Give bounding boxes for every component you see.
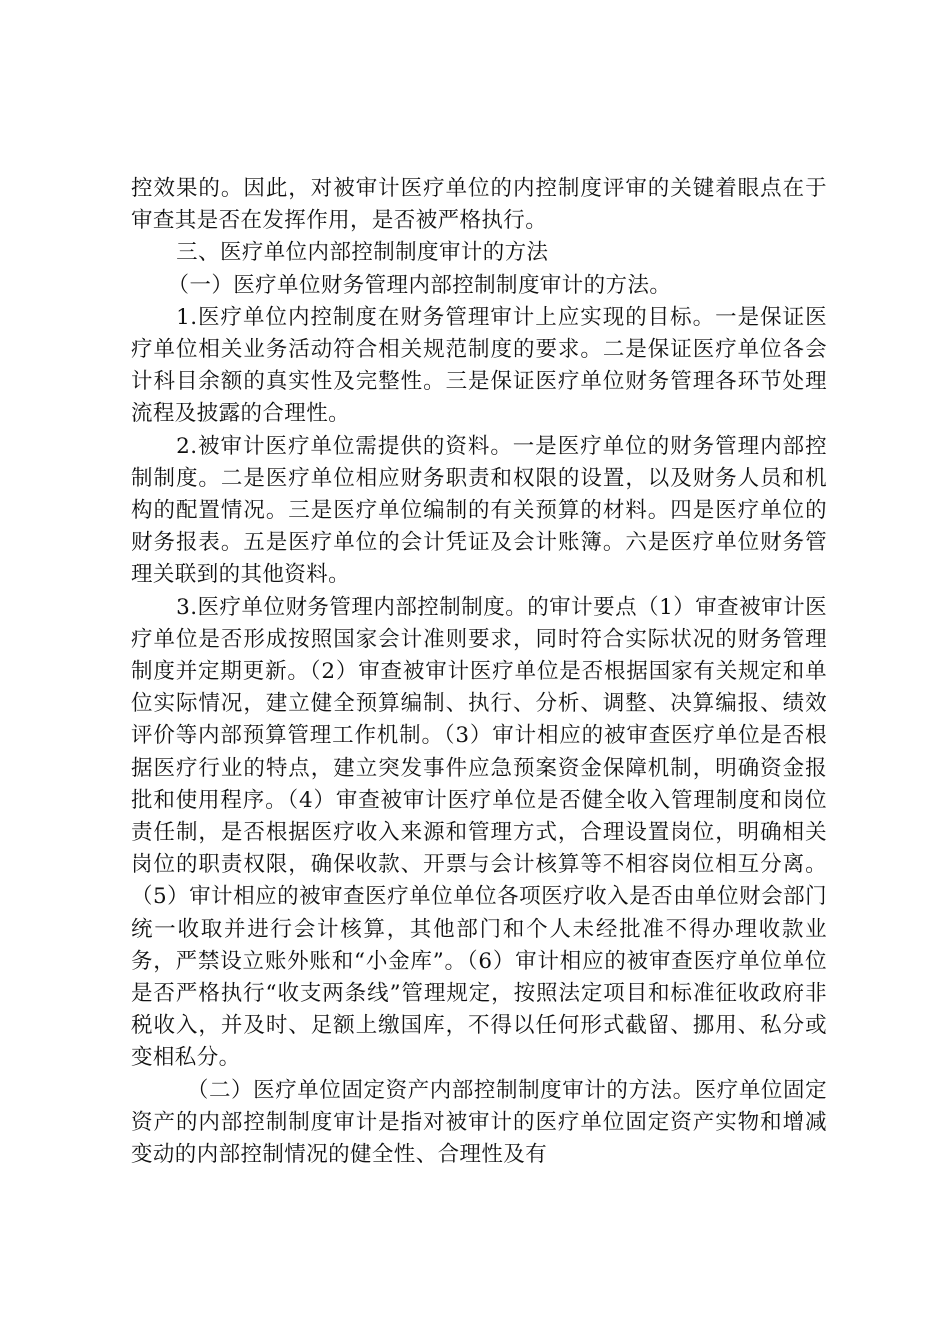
- paragraph-continuation: 控效果的。因此，对被审计医疗单位的内控制度评审的关键着眼点在于审查其是否在发挥作用，是否被严格执行。: [131, 176, 827, 234]
- section-heading-3: 三、医疗单位内部控制制度审计的方法: [176, 240, 549, 266]
- paragraph-fixed-assets: （二）医疗单位固定资产内部控制制度审计的方法。医疗单位固定资产的内部控制制度审计是指对被审计的医疗单位固定资产实物和增减变动的内部控制情况的健全性、合理性及有: [131, 1077, 827, 1168]
- paragraph-audit-points: 3.医疗单位财务管理内部控制制度。的审计要点（1）审查被审计医疗单位是否形成按照国家会计准则要求，同时符合实际状况的财务管理制度并定期更新。（2）审查被审计医疗单位是否根据国家有关规定和单位实际情况，建立健全预算编制、执行、分析、调整、决算编报、绩效评价等内部预算管理工作机制。（3）审计相应的被审查医疗单位是否根据医疗行业的特点，建立突发事件应急预案资金保障机制，明确资金报批和使用程序。（4）审查被审计医疗单位是否健全收入管理制度和岗位责任制，是否根据医疗收入来源和管理方式，合理设置岗位，明确相关岗位的职责权限，确保收款、开票与会计核算等不相容岗位相互分离。（5）审计相应的被审查医疗单位单位各项医疗收入是否由单位财会部门统一收取并进行会计核算，其他部门和个人未经批准不得办理收款业务，严禁设立账外账和“小金库”。（6）审计相应的被审查医疗单位单位是否严格执行“收支两条线”管理规定，按照法定项目和标准征收政府非税收入，并及时、足额上缴国库，不得以任何形式截留、挪用、私分或变相私分。: [131, 594, 827, 1071]
- paragraph-goals: 1.医疗单位内控制度在财务管理审计上应实现的目标。一是保证医疗单位相关业务活动符合相关规范制度的要求。二是保证医疗单位各会计科目余额的真实性及完整性。三是保证医疗单位财务管理各环节处理流程及披露的合理性。: [131, 304, 827, 427]
- paragraph-materials: 2.被审计医疗单位需提供的资料。一是医疗单位的财务管理内部控制制度。二是医疗单位相应财务职责和权限的设置，以及财务人员和机构的配置情况。三是医疗单位编制的有关预算的材料。四是医疗单位的财务报表。五是医疗单位的会计凭证及会计账簿。六是医疗单位财务管理关联到的其他资料。: [131, 433, 827, 588]
- document-body: [131, 173, 827, 1171]
- subsection-heading-1: （一）医疗单位财务管理内部控制制度审计的方法。: [167, 272, 672, 298]
